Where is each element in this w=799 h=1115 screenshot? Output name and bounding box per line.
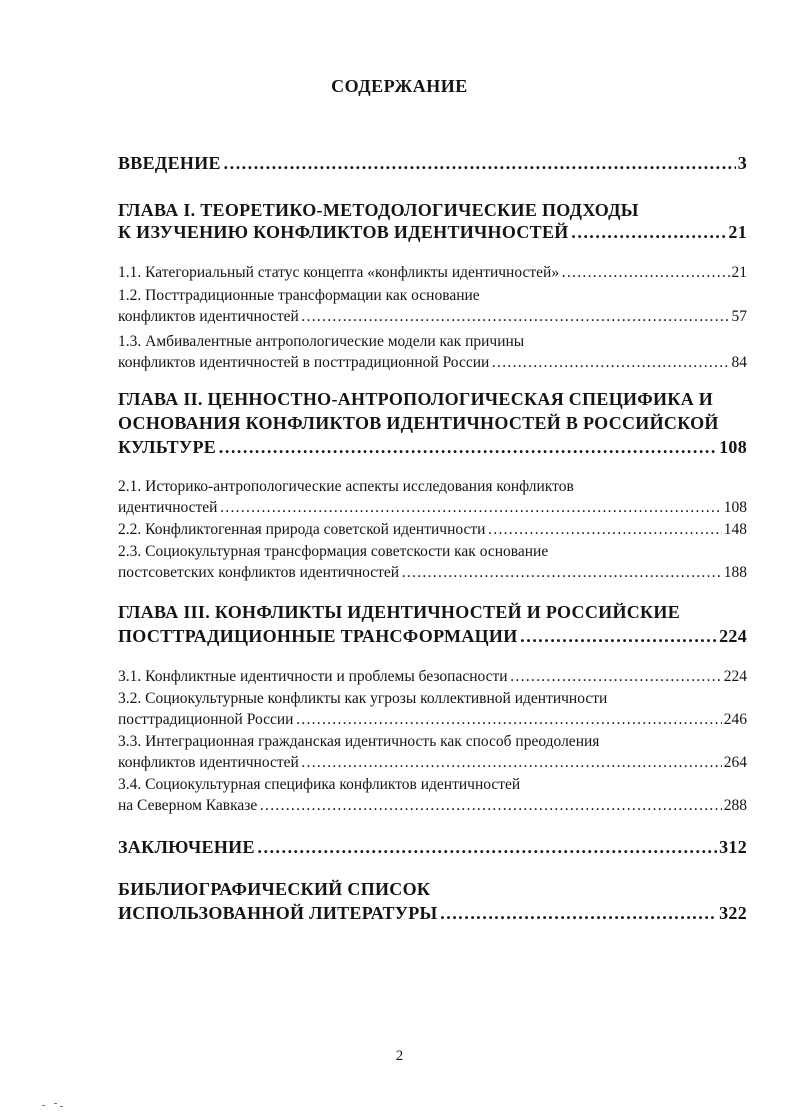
section-title-cont: постсоветских конфликтов идентичностей <box>118 564 400 581</box>
leader-dots <box>510 666 722 687</box>
section-title: 2.2. Конфликтогенная природа советской идентичности <box>118 521 486 538</box>
section-title-cont: посттрадиционной России <box>118 711 294 728</box>
toc-page-number: 108 <box>719 437 747 457</box>
toc-entry-label: ЗАКЛЮЧЕНИЕ <box>118 837 255 857</box>
toc-page-number: 84 <box>731 354 747 371</box>
toc-page-number: 108 <box>723 499 747 516</box>
toc-page-number: 224 <box>723 668 747 685</box>
toc-page-number: 264 <box>723 754 747 771</box>
section-title: 3.1. Конфликтные идентичности и проблемы безопасности <box>118 668 508 685</box>
section-title: 2.3. Социокультурная трансформация советскости как основание <box>118 543 549 560</box>
leader-dots <box>301 752 722 773</box>
toc-conclusion[interactable] <box>118 836 747 858</box>
page-title: СОДЕРЖАНИЕ <box>331 76 468 96</box>
leader-dots <box>491 352 729 373</box>
toc-page-number: 148 <box>723 521 747 538</box>
leader-dots <box>219 497 721 518</box>
chapter-title-line: ГЛАВА I. ТЕОРЕТИКО-МЕТОДОЛОГИЧЕСКИЕ ПОДХОДЫ <box>118 200 639 220</box>
chapter-title-line: ПОСТТРАДИЦИОННЫЕ ТРАНСФОРМАЦИИ <box>118 626 518 646</box>
chapter-title-line: ОСНОВАНИЯ КОНФЛИКТОВ ИДЕНТИЧНОСТЕЙ В РОССИЙСКОЙ <box>118 413 719 433</box>
page-number: 2 <box>395 1048 404 1064</box>
toc-page-number: 312 <box>719 837 747 857</box>
section-title: 1.1. Категориальный статус концепта «конфликты идентичностей» <box>118 264 560 281</box>
chapter-title-line: КУЛЬТУРЕ <box>118 437 217 457</box>
chapter-title-line: БИБЛИОГРАФИЧЕСКИЙ СПИСОК <box>118 879 431 899</box>
chapter-title-line: ГЛАВА III. КОНФЛИКТЫ ИДЕНТИЧНОСТЕЙ И РОССИЙСКИЕ <box>118 602 681 622</box>
section-title: 3.4. Социокультурная специфика конфликтов идентичностей <box>118 776 521 793</box>
leader-dots <box>487 519 721 540</box>
leader-dots <box>257 836 717 858</box>
toc-page-number: 3 <box>737 153 747 173</box>
chapter-title-line: К ИЗУЧЕНИЮ КОНФЛИКТОВ ИДЕНТИЧНОСТЕЙ <box>118 222 569 242</box>
chapter-title-line: ГЛАВА II. ЦЕННОСТНО-АНТРОПОЛОГИЧЕСКАЯ СПЕЦИФИКА И <box>118 389 714 409</box>
section-title-cont: на Северном Кавказе <box>118 797 258 814</box>
chapter-title-line: ИСПОЛЬЗОВАННОЙ ЛИТЕРАТУРЫ <box>118 903 438 923</box>
toc-section-3-4[interactable] <box>118 774 747 816</box>
toc-section-3-2[interactable] <box>118 688 747 730</box>
leader-dots <box>561 262 729 283</box>
toc-page-number: 246 <box>723 711 747 728</box>
toc-section-2-1[interactable] <box>118 476 747 518</box>
section-title-cont: конфликтов идентичностей в посттрадиционной России <box>118 354 490 371</box>
toc-page-number: 188 <box>723 564 747 581</box>
section-title-cont: идентичностей <box>118 499 218 516</box>
section-title-cont: конфликтов идентичностей <box>118 308 299 325</box>
section-title: 3.2. Социокультурные конфликты как угрозы коллективной идентичности <box>118 690 608 707</box>
leader-dots <box>218 436 717 458</box>
toc-page-number: 224 <box>719 626 747 646</box>
section-title: 1.2. Посттрадиционные трансформации как основание <box>118 287 480 304</box>
section-title: 3.3. Интеграционная гражданская идентичность как способ преодоления <box>118 733 600 750</box>
toc-page-number: 57 <box>731 308 747 325</box>
toc-bibliography[interactable] <box>118 878 747 924</box>
toc-section-1-1[interactable] <box>118 262 747 283</box>
toc-page-number: 288 <box>723 797 747 814</box>
toc-page-number: 21 <box>728 222 747 242</box>
toc-section-2-3[interactable] <box>118 541 747 583</box>
leader-dots <box>295 709 721 730</box>
toc-page-number: 322 <box>719 903 747 923</box>
toc-section-3-3[interactable] <box>118 731 747 773</box>
leader-dots <box>520 625 718 647</box>
toc-section-2-2[interactable] <box>118 519 747 540</box>
toc-section-1-2[interactable] <box>118 285 747 327</box>
leader-dots <box>440 902 718 924</box>
toc-chapter-3[interactable] <box>118 601 747 647</box>
leader-dots <box>259 795 721 816</box>
leader-dots <box>571 221 727 243</box>
toc-chapter-2[interactable] <box>118 388 747 458</box>
scan-specks <box>40 1100 70 1110</box>
toc-entry-label: ВВЕДЕНИЕ <box>118 153 221 173</box>
toc-section-1-3[interactable] <box>118 331 747 373</box>
section-title: 1.3. Амбивалентные антропологические модели как причины <box>118 333 525 350</box>
section-title: 2.1. Историко-антропологические аспекты исследования конфликтов <box>118 478 574 495</box>
leader-dots <box>401 562 722 583</box>
toc-chapter-1[interactable] <box>118 199 747 243</box>
leader-dots <box>301 306 730 327</box>
toc-intro[interactable] <box>118 152 747 174</box>
toc-page-number: 21 <box>731 264 747 281</box>
section-title-cont: конфликтов идентичностей <box>118 754 299 771</box>
toc-section-3-1[interactable] <box>118 666 747 687</box>
leader-dots <box>223 152 736 174</box>
